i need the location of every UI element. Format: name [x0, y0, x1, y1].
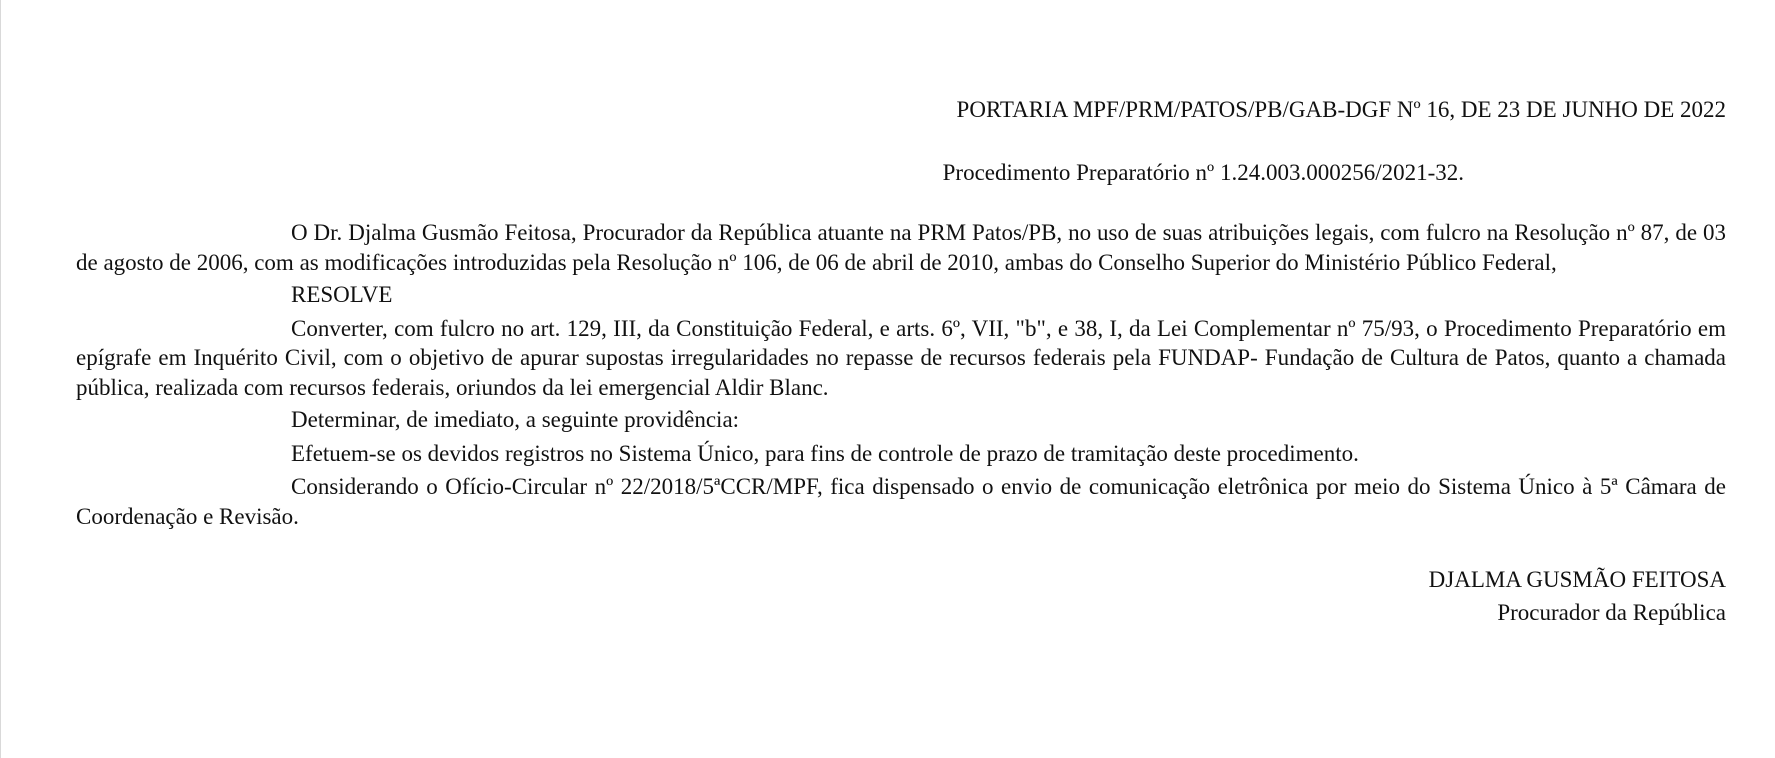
document-content: [76, 218, 1726, 531]
document-title: PORTARIA MPF/PRM/PATOS/PB/GAB-DGF Nº 16, DE 23 DE JUNHO DE 2022: [956, 97, 1726, 122]
paragraph-convert: Converter, com fulcro no art. 129, III, da Constituição Federal, e arts. 6º, VII, "b", e 38, I, da Lei Complementar nº 75/93, o Procedimento Preparatório em epígrafe em Inquérito Civil, com o objetivo de apurar supostas irregularidades no repasse de recursos federais pela FUNDAP- Fundação de Cultura de Patos, quanto a chamada pública, realizada com recursos federais, oriundos da lei emergencial Aldir Blanc.: [76, 315, 1726, 400]
signature-role: Procurador da República: [1497, 600, 1726, 625]
paragraph-preamble: O Dr. Djalma Gusmão Feitosa, Procurador da República atuante na PRM Patos/PB, no uso de suas atribuições legais, com fulcro na Resolução nº 87, de 03 de agosto de 2006, com as modificações introduzidas pela Resolução nº 106, de 06 de abril de 2010, ambas do Conselho Superior do Ministério Público Federal,: [76, 220, 1726, 275]
document-subtitle: Procedimento Preparatório nº 1.24.003.000256/2021-32.: [942, 159, 1464, 185]
paragraph-considering: Considerando o Ofício-Circular nº 22/2018/5ªCCR/MPF, fica dispensado o envio de comunicação eletrônica por meio do Sistema Único à 5ª Câmara de Coordenação e Revisão.: [76, 474, 1726, 529]
paragraph-registry: Efetuem-se os devidos registros no Sistema Único, para fins de controle de prazo de tramitação deste procedimento.: [291, 440, 1359, 466]
document-body: [76, 95, 1726, 629]
signature-block: [76, 563, 1726, 629]
paragraph-resolve: RESOLVE: [291, 282, 393, 307]
paragraph-determine: Determinar, de imediato, a seguinte providência:: [291, 407, 740, 432]
signature-name: DJALMA GUSMÃO FEITOSA: [1428, 567, 1726, 592]
